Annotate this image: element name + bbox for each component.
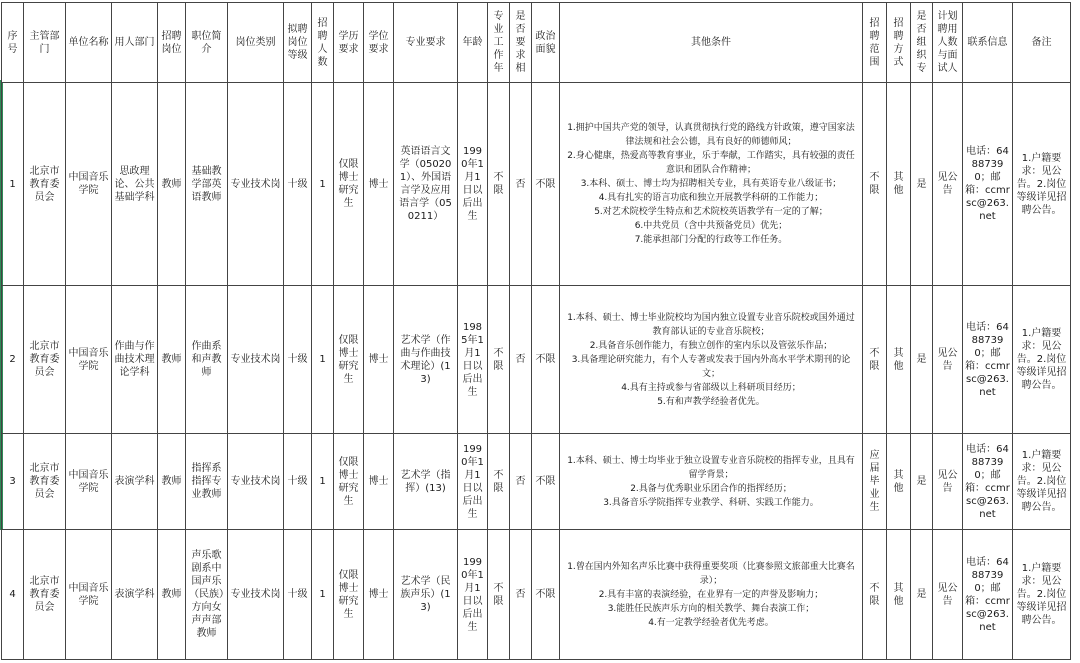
- remark-cell: 1.户籍要求：见公告。2.岗位等级详见招聘公告。: [1013, 83, 1071, 286]
- header-cell: 招聘范围: [863, 3, 887, 83]
- header-cell: 备注: [1013, 3, 1071, 83]
- grade-cell: 十级: [284, 530, 312, 660]
- unit-cell: 中国音乐学院: [66, 286, 112, 434]
- header-cell: 计划聘用人数与面试人: [933, 3, 963, 83]
- work-years-cell: 不限: [488, 286, 510, 434]
- grade-cell: 十级: [284, 434, 312, 530]
- condition-line: 3.具备音乐学院指挥专业教学、科研、实践工作能力。: [603, 497, 819, 508]
- dept-cell: 北京市教育委员会: [24, 286, 66, 434]
- condition-line: 2.身心健康，热爱高等教育事业，乐于奉献，工作踏实，具有较强的责任意识和团队合作精神；: [567, 151, 855, 175]
- position-cell: 教师: [158, 530, 186, 660]
- remark-cell: 1.户籍要求：见公告。2.岗位等级详见招聘公告。: [1013, 286, 1071, 434]
- method-cell: 其他: [887, 434, 911, 530]
- table-row: [2, 530, 1071, 660]
- major-cell: 艺术学（作曲与作曲技术理论）(13): [394, 286, 458, 434]
- recruitment-table: [1, 2, 1071, 660]
- seq-cell: 2: [2, 286, 24, 434]
- education-cell: 仅限博士研究生: [334, 83, 364, 286]
- contact-cell: 电话：64887390；邮箱：ccmrsc@263.net: [963, 286, 1013, 434]
- header-cell: 联系信息: [963, 3, 1013, 83]
- contact-cell: 电话：64887390；邮箱：ccmrsc@263.net: [963, 434, 1013, 530]
- major-cell: 艺术学（指挥）(13): [394, 434, 458, 530]
- condition-line: 6.中共党员（含中共预备党员）优先；: [634, 221, 788, 231]
- condition-line: 4.具有扎实的语言功底和独立开展教学科研的工作能力；: [598, 193, 824, 203]
- header-cell: 是否组织专: [911, 3, 933, 83]
- position-cell: 教师: [158, 434, 186, 530]
- education-cell: 仅限博士研究生: [334, 434, 364, 530]
- plan-cell: 见公告: [933, 286, 963, 434]
- position-cell: 教师: [158, 83, 186, 286]
- category-cell: 专业技术岗: [228, 286, 284, 434]
- condition-line: 4.有一定教学经验者优先考虑。: [648, 617, 774, 628]
- table-row: [2, 434, 1071, 530]
- employer-cell: 表演学科: [112, 434, 158, 530]
- condition-line: 3.能胜任民族声乐方向的相关教学、舞台表演工作；: [607, 603, 815, 614]
- condition-line: 1.本科、硕士、博士均毕业于独立设置专业音乐院校的指挥专业，且具有留学背景；: [567, 455, 855, 480]
- header-cell: 学位要求: [364, 3, 394, 83]
- count-cell: 1: [312, 434, 334, 530]
- header-cell: 主管部门: [24, 3, 66, 83]
- work-years-cell: 不限: [488, 434, 510, 530]
- degree-cell: 博士: [364, 286, 394, 434]
- age-cell: 1990年1月1日以后出生: [458, 530, 488, 660]
- count-cell: 1: [312, 530, 334, 660]
- header-cell: 拟聘岗位等级: [284, 3, 312, 83]
- organize-cell: 是: [911, 286, 933, 434]
- header-cell: 是否要求相: [510, 3, 532, 83]
- condition-line: 2.具备音乐创作能力，有独立创作的室内乐以及管弦乐作品；: [589, 340, 833, 351]
- header-cell: 专业要求: [394, 3, 458, 83]
- intro-cell: 基础教学部英语教师: [186, 83, 228, 286]
- scope-cell: 不限: [863, 530, 887, 660]
- major-cell: 艺术学（民族声乐）(13): [394, 530, 458, 660]
- category-cell: 专业技术岗: [228, 530, 284, 660]
- remark-cell: 1.户籍要求：见公告。2.岗位等级详见招聘公告。: [1013, 434, 1071, 530]
- education-cell: 仅限博士研究生: [334, 530, 364, 660]
- major-cell: 英语语言文学（050201）、外国语言学及应用语言学（050211）: [394, 83, 458, 286]
- category-cell: 专业技术岗: [228, 434, 284, 530]
- employer-cell: 表演学科: [112, 530, 158, 660]
- header-cell: 序号: [2, 3, 24, 83]
- grade-cell: 十级: [284, 83, 312, 286]
- seq-cell: 1: [2, 83, 24, 286]
- plan-cell: 见公告: [933, 83, 963, 286]
- plan-cell: 见公告: [933, 434, 963, 530]
- contact-cell: 电话：64887390；邮箱：ccmrsc@263.net: [963, 83, 1013, 286]
- work-years-cell: 不限: [488, 83, 510, 286]
- degree-cell: 博士: [364, 83, 394, 286]
- condition-line: 1.拥护中国共产党的领导，认真贯彻执行党的路线方针政策，遵守国家法律法规和社会公德，具有良好的师德师风；: [567, 123, 855, 147]
- header-cell: 单位名称: [66, 3, 112, 83]
- table-row: [2, 286, 1071, 434]
- remark-cell: 1.户籍要求：见公告。2.岗位等级详见招聘公告。: [1013, 530, 1071, 660]
- condition-line: 4.具有主持或参与省部级以上科研项目经历；: [621, 382, 801, 393]
- method-cell: 其他: [887, 83, 911, 286]
- position-cell: 教师: [158, 286, 186, 434]
- req-cell: 否: [510, 434, 532, 530]
- header-cell: 招聘人数: [312, 3, 334, 83]
- condition-line: 7.能承担部门分配的行政等工作任务。: [634, 235, 788, 245]
- condition-line: 5.对艺术院校学生特点和艺术院校英语教学有一定的了解；: [594, 207, 828, 217]
- organize-cell: 是: [911, 530, 933, 660]
- intro-cell: 指挥系指挥专业教师: [186, 434, 228, 530]
- other-conditions-cell: [560, 286, 863, 434]
- scope-cell: 不限: [863, 83, 887, 286]
- age-cell: 1990年1月1日以后出生: [458, 434, 488, 530]
- method-cell: 其他: [887, 530, 911, 660]
- dept-cell: 北京市教育委员会: [24, 83, 66, 286]
- header-cell: 招聘方式: [887, 3, 911, 83]
- scope-cell: 不限: [863, 286, 887, 434]
- degree-cell: 博士: [364, 434, 394, 530]
- scope-cell: 应届毕业生: [863, 434, 887, 530]
- header-cell: 政治面貌: [532, 3, 560, 83]
- count-cell: 1: [312, 286, 334, 434]
- dept-cell: 北京市教育委员会: [24, 530, 66, 660]
- unit-cell: 中国音乐学院: [66, 530, 112, 660]
- header-cell: 岗位类别: [228, 3, 284, 83]
- contact-cell: 电话：64887390；邮箱：ccmrsc@263.net: [963, 530, 1013, 660]
- header-cell: 其他条件: [560, 3, 863, 83]
- condition-line: 3.具备理论研究能力，有个人专著或发表于国内外高水平学术期刊的论文；: [571, 354, 851, 379]
- other-conditions-cell: [560, 434, 863, 530]
- count-cell: 1: [312, 83, 334, 286]
- employer-cell: 思政理论、公共基础学科: [112, 83, 158, 286]
- politics-cell: 不限: [532, 434, 560, 530]
- header-cell: 年龄: [458, 3, 488, 83]
- employer-cell: 作曲与作曲技术理论学科: [112, 286, 158, 434]
- condition-line: 2.具备与优秀职业乐团合作的指挥经历；: [630, 483, 792, 494]
- condition-line: 1.本科、硕士、博士毕业院校均为国内独立设置专业音乐院校或国外通过教育部认证的专业音乐院校；: [567, 312, 855, 337]
- education-cell: 仅限博士研究生: [334, 286, 364, 434]
- grade-cell: 十级: [284, 286, 312, 434]
- unit-cell: 中国音乐学院: [66, 83, 112, 286]
- politics-cell: 不限: [532, 530, 560, 660]
- condition-line: 3.本科、硕士、博士均为招聘相关专业，具有英语专业八级证书；: [580, 179, 842, 189]
- other-conditions-cell: [560, 530, 863, 660]
- degree-cell: 博士: [364, 530, 394, 660]
- age-cell: 1990年1月1日以后出生: [458, 83, 488, 286]
- other-conditions-cell: [560, 83, 863, 286]
- method-cell: 其他: [887, 286, 911, 434]
- header-row: [2, 3, 1071, 83]
- header-cell: 用人部门: [112, 3, 158, 83]
- table-row: [2, 83, 1071, 286]
- category-cell: 专业技术岗: [228, 83, 284, 286]
- req-cell: 否: [510, 286, 532, 434]
- intro-cell: 作曲系和声教师: [186, 286, 228, 434]
- plan-cell: 见公告: [933, 530, 963, 660]
- seq-cell: 4: [2, 530, 24, 660]
- condition-line: 5.有和声教学经验者优先。: [657, 396, 765, 407]
- politics-cell: 不限: [532, 83, 560, 286]
- header-cell: 专业工作年: [488, 3, 510, 83]
- condition-line: 2.具有丰富的表演经验，在业界有一定的声誉及影响力；: [598, 589, 824, 600]
- header-cell: 学历要求: [334, 3, 364, 83]
- header-cell: 职位简介: [186, 3, 228, 83]
- organize-cell: 是: [911, 83, 933, 286]
- req-cell: 否: [510, 83, 532, 286]
- req-cell: 否: [510, 530, 532, 660]
- unit-cell: 中国音乐学院: [66, 434, 112, 530]
- work-years-cell: 不限: [488, 530, 510, 660]
- header-cell: 招聘岗位: [158, 3, 186, 83]
- politics-cell: 不限: [532, 286, 560, 434]
- organize-cell: 是: [911, 434, 933, 530]
- intro-cell: 声乐歌剧系中国声乐（民族）方向女声声部教师: [186, 530, 228, 660]
- condition-line: 1.曾在国内外知名声乐比赛中获得重要奖项（比赛参照文旅部重大比赛名录）；: [567, 561, 855, 586]
- dept-cell: 北京市教育委员会: [24, 434, 66, 530]
- seq-cell: 3: [2, 434, 24, 530]
- age-cell: 1985年1月1日以后出生: [458, 286, 488, 434]
